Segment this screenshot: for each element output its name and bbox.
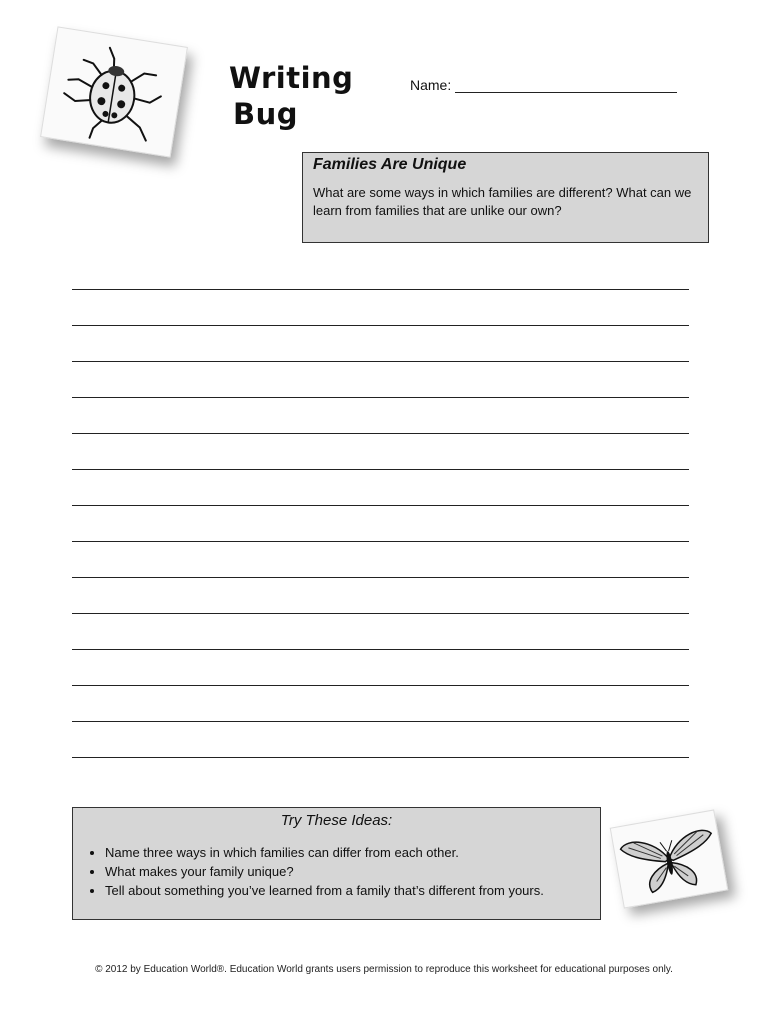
ideas-title: Try These Ideas:	[280, 812, 393, 829]
writing-line[interactable]	[72, 614, 689, 650]
name-field[interactable]	[455, 78, 677, 93]
ladybug-icon	[41, 28, 187, 157]
writing-line[interactable]	[72, 686, 689, 722]
ladybug-picture	[40, 26, 188, 157]
name-field-row	[410, 77, 677, 93]
writing-line[interactable]	[72, 722, 689, 758]
ideas-list	[83, 843, 590, 900]
name-label: Name:	[410, 77, 452, 93]
worksheet-title	[229, 60, 353, 132]
prompt-text: What are some ways in which families are different? What can we learn from families that are unlike our own?	[313, 185, 692, 218]
writing-line[interactable]	[72, 434, 689, 470]
title-line-1: Writing	[229, 61, 354, 95]
writing-line[interactable]	[72, 470, 689, 506]
title-line-2: Bug	[233, 97, 299, 131]
writing-line[interactable]	[72, 650, 689, 686]
idea-item: • Tell about something you’ve learned from a family that’s different from yours.	[105, 881, 590, 900]
copyright-footer: © 2012 by Education World®. Education World grants users permission to reproduce this worksheet for educational purposes only.	[95, 964, 673, 975]
writing-line[interactable]	[72, 506, 689, 542]
writing-line[interactable]	[72, 362, 689, 398]
writing-line[interactable]	[72, 290, 689, 326]
ideas-box	[72, 807, 601, 920]
writing-line[interactable]	[72, 326, 689, 362]
prompt-box	[302, 152, 709, 243]
writing-line[interactable]	[72, 542, 689, 578]
writing-line[interactable]	[72, 578, 689, 614]
idea-item: • What makes your family unique?	[105, 862, 590, 881]
writing-lines[interactable]	[72, 289, 689, 758]
prompt-title: Families Are Unique	[313, 156, 467, 173]
writing-line[interactable]	[72, 398, 689, 434]
butterfly-picture	[610, 809, 729, 908]
idea-item: • Name three ways in which families can differ from each other.	[105, 843, 590, 862]
butterfly-icon	[611, 811, 727, 908]
